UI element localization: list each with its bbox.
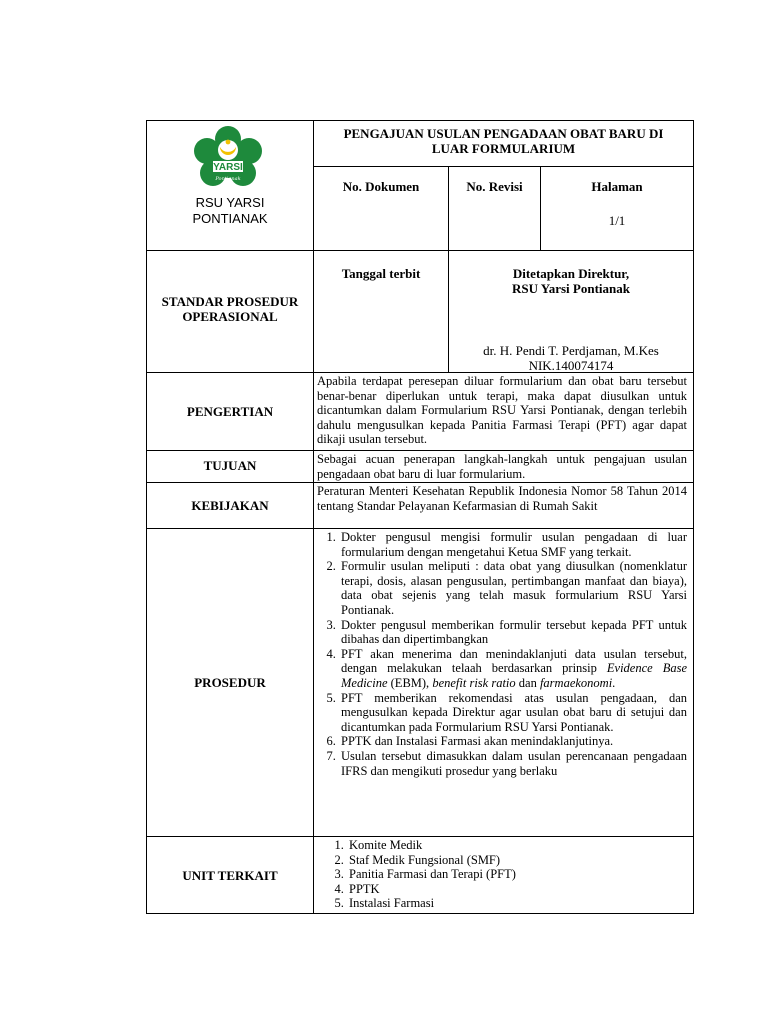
- unit-item: 1. Komite Medik: [347, 838, 687, 853]
- prosedur-step4-term: Evidence Base Medicine: [341, 661, 687, 690]
- organization-name-line2: PONTIANAK: [192, 211, 268, 226]
- prosedur-list-container: [317, 530, 687, 778]
- organization-name-line1: RSU YARSI: [195, 195, 265, 210]
- prosedur-step4-term: benefit risk ratio: [432, 675, 516, 690]
- unit-terkait-label: UNIT TERKAIT: [182, 868, 278, 883]
- section-title-line2: OPERASIONAL: [182, 309, 278, 324]
- approved-by-line2: RSU Yarsi Pontianak: [512, 281, 630, 296]
- unit-terkait-list: [317, 838, 687, 911]
- table-column-divider: [313, 120, 314, 914]
- table-divider: [146, 528, 694, 529]
- logo-text: YARSI: [213, 162, 243, 173]
- section-title: [147, 294, 313, 324]
- prosedur-step4-text: (EBM),: [387, 675, 433, 690]
- unit-item: 3. Panitia Farmasi dan Terapi (PFT): [347, 867, 687, 882]
- table-divider: [146, 836, 694, 837]
- unit-item: 2. Staf Medik Fungsional (SMF): [347, 853, 687, 868]
- prosedur-step4-term: farmaekonomi: [539, 675, 613, 690]
- table-border-right: [693, 120, 694, 914]
- prosedur-step4-text: .: [612, 675, 616, 690]
- pengertian-text: Apabila terdapat peresepan diluar formularium dan obat baru tersebut benar-benar diperlukan untuk terapi, maka dapat diusulkan untuk dicantumkan dalam Formularium RSU Yarsi Pontianak, dengan terlebih dahulu mengusulkan kepada Panitia Farmasi Terapi (PFT) agar dapat dikaji usulan tersebut.: [317, 374, 687, 447]
- hospital-logo-icon: [187, 125, 269, 189]
- kebijakan-text: Peraturan Menteri Kesehatan Republik Indonesia Nomor 58 Tahun 2014 tentang Standar Pelayanan Kefarmasian di Rumah Sakit: [317, 484, 687, 513]
- document-title-line1: PENGAJUAN USULAN PENGADAAN OBAT BARU DI: [343, 126, 664, 141]
- section-title-line1: STANDAR PROSEDUR: [161, 294, 299, 309]
- table-divider: [146, 250, 694, 251]
- page-label: Halaman: [591, 179, 643, 194]
- document-title: [314, 126, 693, 156]
- prosedur-step: 2. Formulir usulan meliputi : data obat yang diusulkan (nomenklatur terapi, dosis, alasan pengusulan, pertimbangan manfaat dan biaya), data obat sejenis yang telah masuk formularium RSU Yarsi Pontianak.: [339, 559, 687, 617]
- prosedur-step: 1. Dokter pengusul mengisi formulir usulan pengadaan di luar formularium dengan mengetahui Ketua SMF yang terkait.: [339, 530, 687, 559]
- unit-item: 5. Instalasi Farmasi: [347, 896, 687, 911]
- table-border-bottom: [146, 913, 694, 914]
- tujuan-text: Sebagai acuan penerapan langkah-langkah untuk pengajuan usulan pengadaan obat baru di luar formularium.: [317, 452, 687, 481]
- prosedur-label: PROSEDUR: [194, 675, 266, 690]
- logo-subtext: Pontianak: [215, 176, 241, 182]
- prosedur-step: 7. Usulan tersebut dimasukkan dalam usulan perencanaan pengadaan IFRS dan mengikuti prosedur yang berlaku: [339, 749, 687, 778]
- tujuan-label: TUJUAN: [203, 458, 257, 473]
- page-value: 1/1: [608, 213, 626, 228]
- revision-number-label: No. Revisi: [466, 179, 523, 194]
- pengertian-label: PENGERTIAN: [186, 404, 274, 419]
- document-number-label: No. Dokumen: [342, 179, 420, 194]
- table-divider: [313, 166, 694, 167]
- approval-block: [449, 266, 693, 296]
- prosedur-step: 5. PFT memberikan rekomendasi atas usulan pengadaan, dan mengusulkan kepada Direktur agar usulan obat baru di setujui dan dicantumkan pada Formularium RSU Yarsi Pontianak.: [339, 691, 687, 735]
- prosedur-step: [339, 647, 687, 691]
- organization-cell: [147, 121, 313, 250]
- prosedur-list: [317, 530, 687, 778]
- prosedur-step4-text: PFT akan menerima dan menindaklanjuti data usulan tersebut, dengan melakukan telaah berdasarkan prinsip: [341, 646, 687, 676]
- document-title-line2: LUAR FORMULARIUM: [431, 141, 576, 156]
- prosedur-step: 6. PPTK dan Instalasi Farmasi akan menindaklanjutinya.: [339, 734, 687, 749]
- unit-item: 4. PPTK: [347, 882, 687, 897]
- prosedur-step4-text: dan: [515, 675, 540, 690]
- issue-date-label: Tanggal terbit: [341, 266, 421, 281]
- kebijakan-label: KEBIJAKAN: [191, 498, 269, 513]
- signer-name: dr. H. Pendi T. Perdjaman, M.Kes: [483, 343, 659, 358]
- table-divider: [146, 482, 694, 483]
- table-divider: [146, 450, 694, 451]
- organization-name: [147, 195, 313, 227]
- approved-by-line1: Ditetapkan Direktur,: [512, 266, 630, 281]
- prosedur-step: 3. Dokter pengusul memberikan formulir tersebut kepada PFT untuk dibahas dan dipertimbangkan: [339, 618, 687, 647]
- unit-terkait-list-container: [317, 838, 687, 911]
- signer-block: [449, 343, 693, 373]
- sop-document-table: [146, 120, 694, 914]
- signer-nik: NIK.140074174: [528, 358, 614, 373]
